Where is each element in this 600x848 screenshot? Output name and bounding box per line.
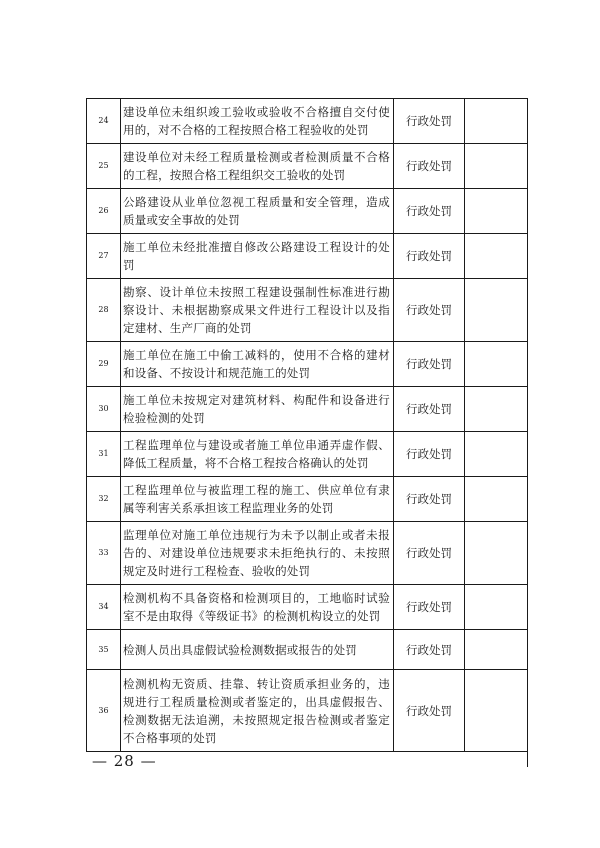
penalty-item: 工程监理单位与被监理工程的施工、供应单位有隶属等利害关系承担该工程监理业务的处罚 <box>121 477 394 522</box>
table-row <box>87 670 528 752</box>
table-body <box>87 99 528 752</box>
penalty-type: 行政处罚 <box>394 387 465 432</box>
penalty-type: 行政处罚 <box>394 522 465 585</box>
penalty-type: 行政处罚 <box>394 432 465 477</box>
row-number: 35 <box>87 630 121 670</box>
page-number: — 28 — <box>92 752 157 770</box>
row-number: 27 <box>87 234 121 279</box>
table-row <box>87 99 528 144</box>
table-row <box>87 477 528 522</box>
penalty-type: 行政处罚 <box>394 99 465 144</box>
row-number: 28 <box>87 279 121 342</box>
remarks-cell <box>465 189 528 234</box>
table-row <box>87 189 528 234</box>
remarks-cell <box>465 477 528 522</box>
penalty-item: 公路建设从业单位忽视工程质量和安全管理，造成质量或安全事故的处罚 <box>121 189 394 234</box>
remarks-cell <box>465 234 528 279</box>
penalty-type: 行政处罚 <box>394 585 465 630</box>
table-row <box>87 387 528 432</box>
penalty-item: 检测机构无资质、挂靠、转让资质承担业务的，违规进行工程质量检测或者鉴定的，出具虚假报告、检测数据无法追溯，未按照规定报告检测或者鉴定不合格事项的处罚 <box>121 670 394 752</box>
penalty-type: 行政处罚 <box>394 144 465 189</box>
penalty-type: 行政处罚 <box>394 670 465 752</box>
remarks-cell <box>465 279 528 342</box>
table-row <box>87 279 528 342</box>
penalty-item: 施工单位未经批准擅自修改公路建设工程设计的处罚 <box>121 234 394 279</box>
penalty-item: 工程监理单位与建设或者施工单位串通弄虚作假、降低工程质量，将不合格工程按合格确认的处罚 <box>121 432 394 477</box>
remarks-cell <box>465 585 528 630</box>
table-row <box>87 234 528 279</box>
penalty-item: 建设单位对未经工程质量检测或者检测质量不合格的工程，按照合格工程组织交工验收的处罚 <box>121 144 394 189</box>
penalty-item: 建设单位未组织竣工验收或验收不合格擅自交付使用的，对不合格的工程按照合格工程验收的处罚 <box>121 99 394 144</box>
table-row <box>87 585 528 630</box>
remarks-cell <box>465 99 528 144</box>
row-number: 31 <box>87 432 121 477</box>
remarks-cell <box>465 432 528 477</box>
penalty-item: 施工单位未按规定对建筑材料、构配件和设备进行检验检测的处罚 <box>121 387 394 432</box>
penalty-type: 行政处罚 <box>394 189 465 234</box>
table-row <box>87 342 528 387</box>
row-number: 36 <box>87 670 121 752</box>
row-number: 33 <box>87 522 121 585</box>
penalty-item: 监理单位对施工单位违规行为未予以制止或者未报告的、对建设单位违规要求未拒绝执行的、未按照规定及时进行工程检查、验收的处罚 <box>121 522 394 585</box>
remarks-cell <box>465 522 528 585</box>
penalty-item: 勘察、设计单位未按照工程建设强制性标准进行勘察设计、未根据勘察成果文件进行工程设计以及指定建材、生产厂商的处罚 <box>121 279 394 342</box>
table-row <box>87 432 528 477</box>
remarks-cell <box>465 670 528 752</box>
row-number: 26 <box>87 189 121 234</box>
penalty-type: 行政处罚 <box>394 234 465 279</box>
penalty-table <box>86 98 528 752</box>
table-row <box>87 522 528 585</box>
row-number: 29 <box>87 342 121 387</box>
row-number: 25 <box>87 144 121 189</box>
penalty-type: 行政处罚 <box>394 477 465 522</box>
remarks-cell <box>465 144 528 189</box>
row-number: 32 <box>87 477 121 522</box>
penalty-type: 行政处罚 <box>394 279 465 342</box>
remarks-cell <box>465 342 528 387</box>
margin-rule <box>527 747 528 767</box>
penalty-type: 行政处罚 <box>394 342 465 387</box>
row-number: 34 <box>87 585 121 630</box>
table-row <box>87 144 528 189</box>
remarks-cell <box>465 630 528 670</box>
row-number: 24 <box>87 99 121 144</box>
penalty-item: 检测人员出具虚假试验检测数据或报告的处罚 <box>121 630 394 670</box>
penalty-type: 行政处罚 <box>394 630 465 670</box>
table-row <box>87 630 528 670</box>
row-number: 30 <box>87 387 121 432</box>
penalty-item: 施工单位在施工中偷工减料的，使用不合格的建材和设备、不按设计和规范施工的处罚 <box>121 342 394 387</box>
penalty-item: 检测机构不具备资格和检测项目的，工地临时试验室不是由取得《等级证书》的检测机构设立的处罚 <box>121 585 394 630</box>
remarks-cell <box>465 387 528 432</box>
